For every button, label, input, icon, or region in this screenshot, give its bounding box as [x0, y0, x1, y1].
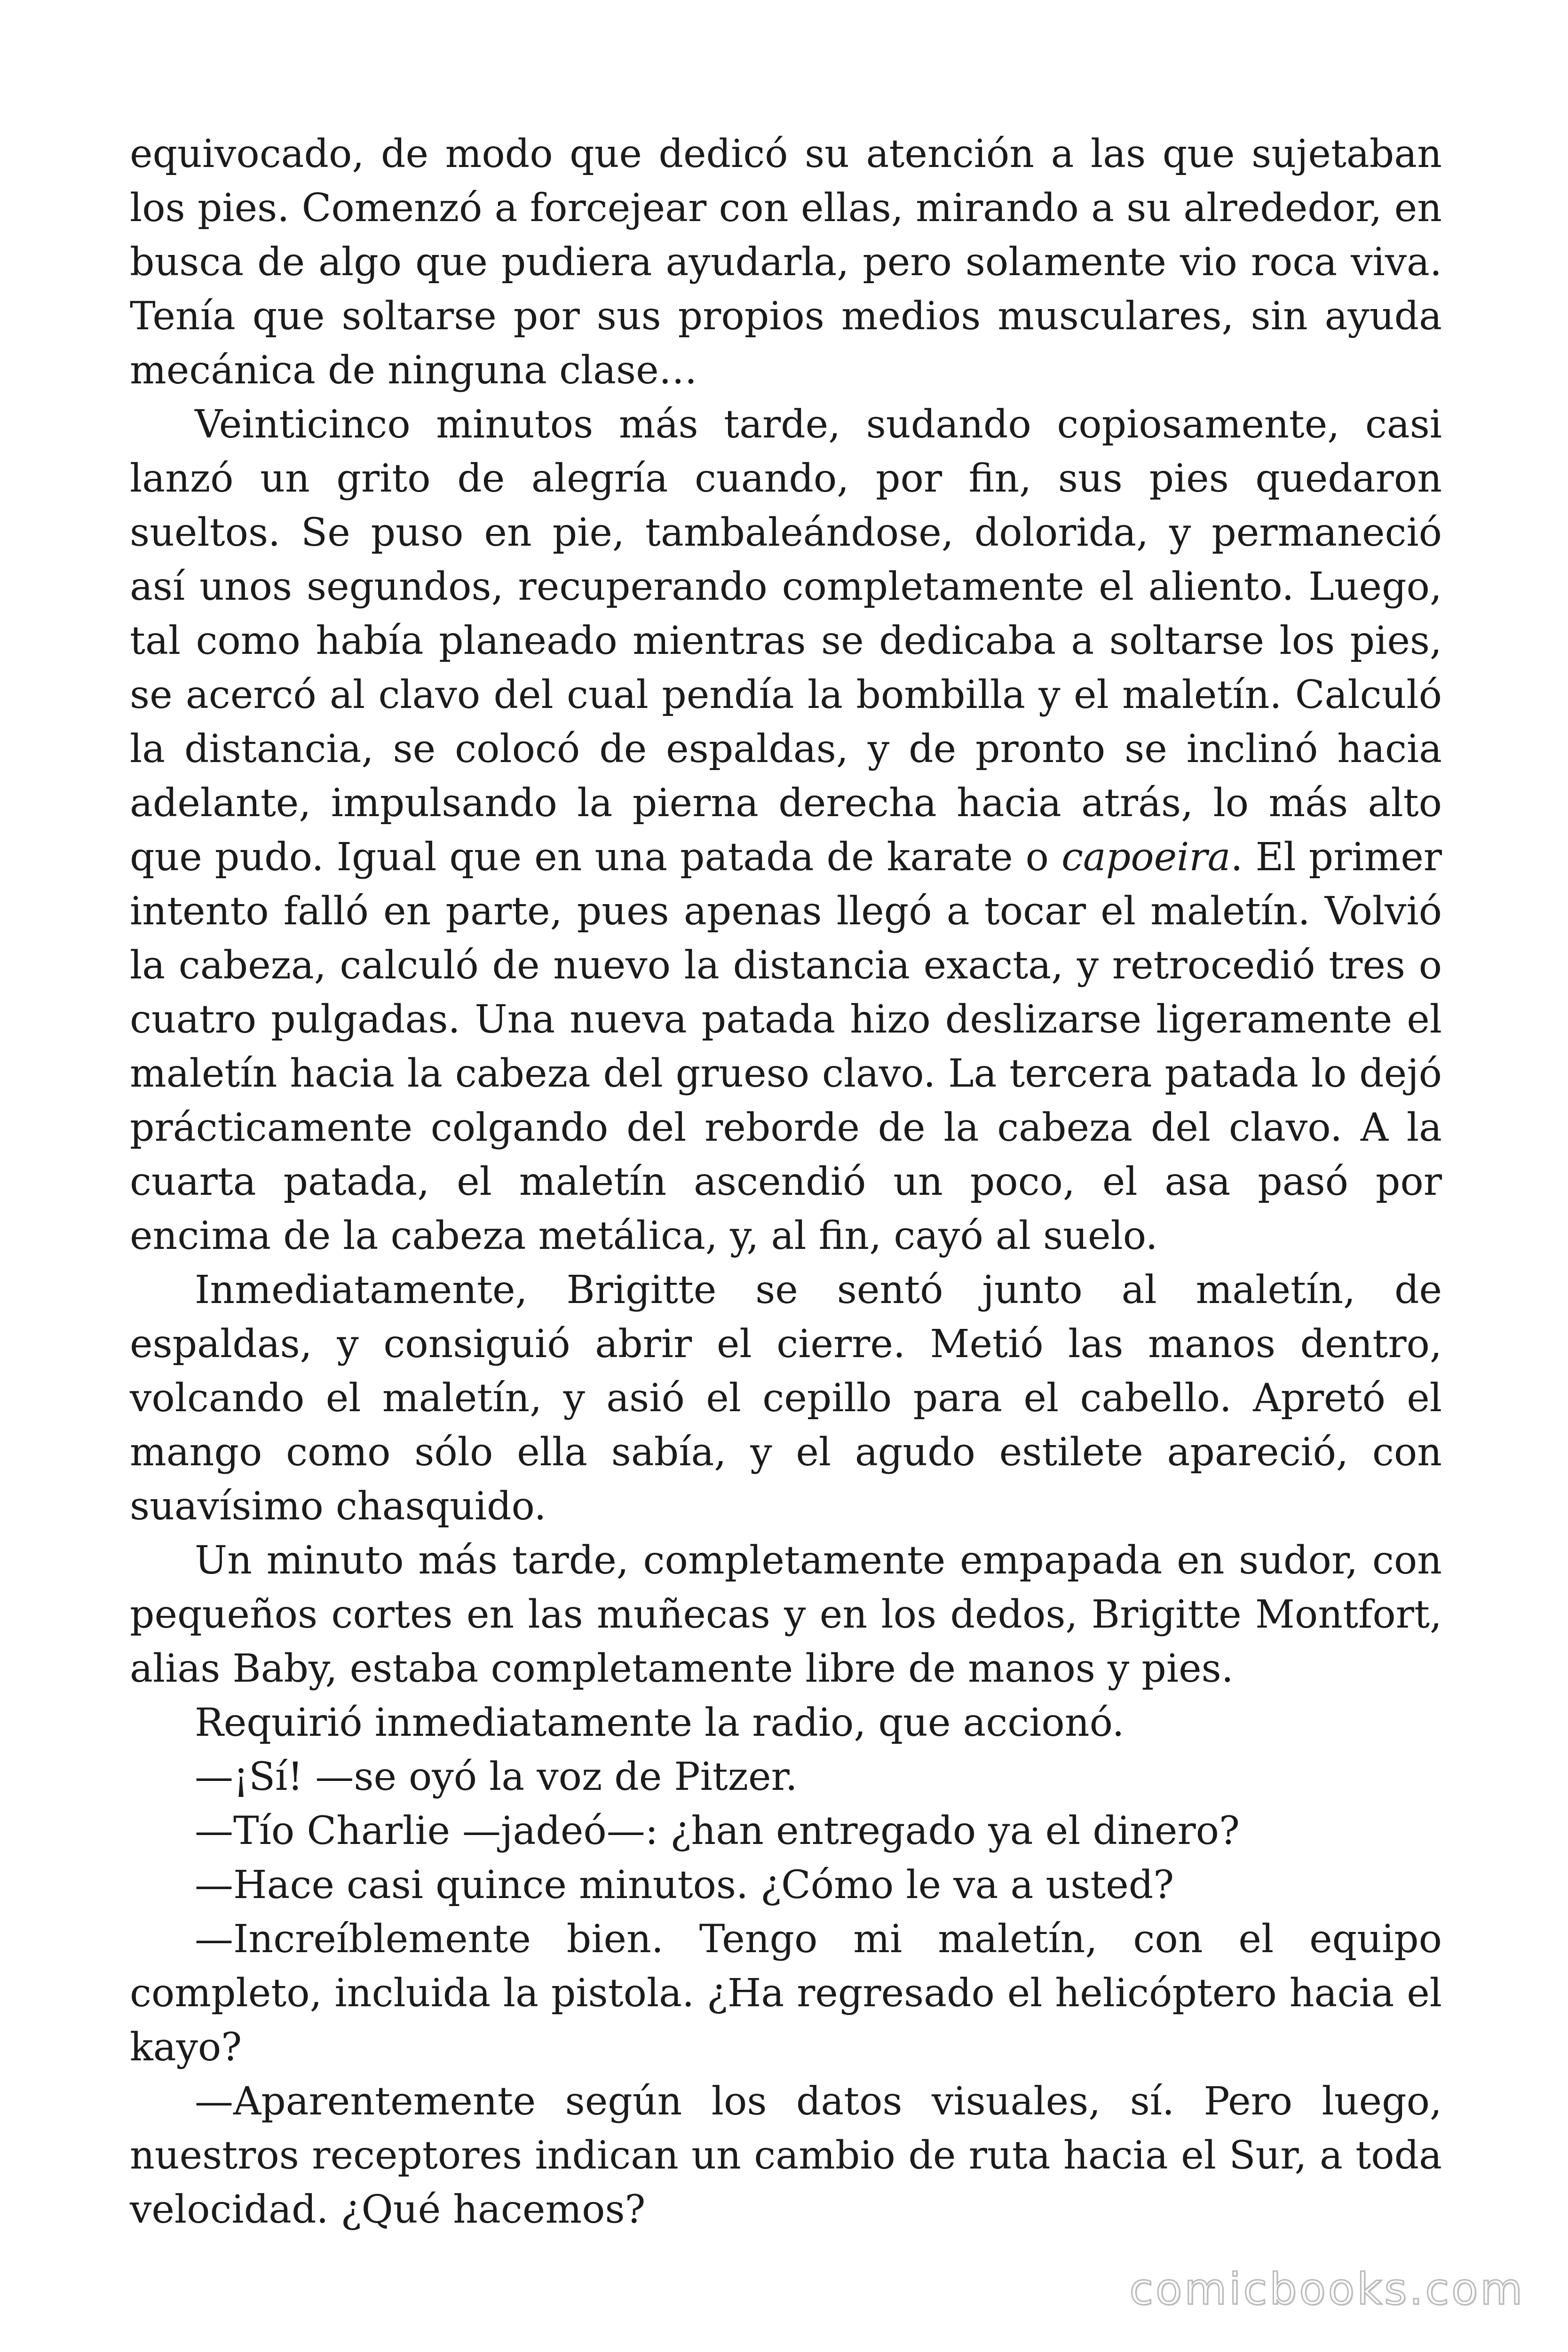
paragraph-text: . El primer intento falló en parte, pues apenas llegó a tocar el maletín. Volvió la cabeza, calculó de nuevo la distancia exacta, y retrocedió tres o cuatro pulgadas. Una nueva patada hizo deslizarse ligeramente el maletín hacia la cabeza del grueso clavo. La tercera patada lo dejó prácticamente colgando del reborde de la cabeza del clavo. A la cuarta patada, el maletín ascendió un poco, el asa pasó por encima de la cabeza metálica, y, al fin, cayó al suelo.: [130, 835, 1442, 1258]
paragraph: Un minuto más tarde, completamente empapada en sudor, con pequeños cortes en las muñecas y en los dedos, Brigitte Montfort, alias Baby, estaba completamente libre de manos y pies.: [130, 1538, 1442, 1691]
paragraph-text: Veinticinco minutos más tarde, sudando copiosamente, casi lanzó un grito de alegría cuando, por fin, sus pies quedaron sueltos. Se puso en pie, tambaleándose, dolorida, y permaneció así unos segundos, recuperando completamente el aliento. Luego, tal como había planeado mientras se dedicaba a soltarse los pies, se acercó al clavo del cual pendía la bombilla y el maletín. Calculó la distancia, se colocó de espaldas, y de pronto se inclinó hacia adelante, impulsando la pierna derecha hacia atrás, lo más alto que pudo. Igual que en una patada de karate o: [130, 402, 1442, 880]
dialogue-line: —Increíblemente bien. Tengo mi maletín, con el equipo completo, incluida la pistola. ¿Ha regresado el helicóptero hacia el kayo?: [130, 1917, 1442, 2070]
dialogue-line: —¡Sí! —se oyó la voz de Pitzer.: [195, 1755, 798, 1799]
dialogue-line: —Tío Charlie —jadeó—: ¿han entregado ya el dinero?: [195, 1809, 1240, 1853]
watermark: comicbooks.com: [1129, 2264, 1525, 2314]
dialogue-line: —Hace casi quince minutos. ¿Cómo le va a usted?: [195, 1863, 1174, 1907]
book-page-text: [130, 127, 1442, 2237]
paragraph: equivocado, de modo que dedicó su atención a las que sujetaban los pies. Comenzó a forcejear con ellas, mirando a su alrededor, en busca de algo que pudiera ayudarla, pero solamente vio roca viva. Tenía que soltarse por sus propios medios musculares, sin ayuda mecánica de ninguna clase…: [130, 132, 1442, 393]
dialogue-line: —Aparentemente según los datos visuales, sí. Pero luego, nuestros receptores indican un cambio de ruta hacia el Sur, a toda velocidad. ¿Qué hacemos?: [130, 2079, 1442, 2232]
paragraph: [130, 397, 1442, 1263]
paragraph: Inmediatamente, Brigitte se sentó junto al maletín, de espaldas, y consiguió abrir el cierre. Metió las manos dentro, volcando el maletín, y asió el cepillo para el cabello. Apretó el mango como sólo ella sabía, y el agudo estilete apareció, con suavísimo chasquido.: [130, 1268, 1442, 1529]
paragraph: Requirió inmediatamente la radio, que accionó.: [195, 1700, 1125, 1745]
italic-word: capoeira: [1061, 835, 1231, 880]
